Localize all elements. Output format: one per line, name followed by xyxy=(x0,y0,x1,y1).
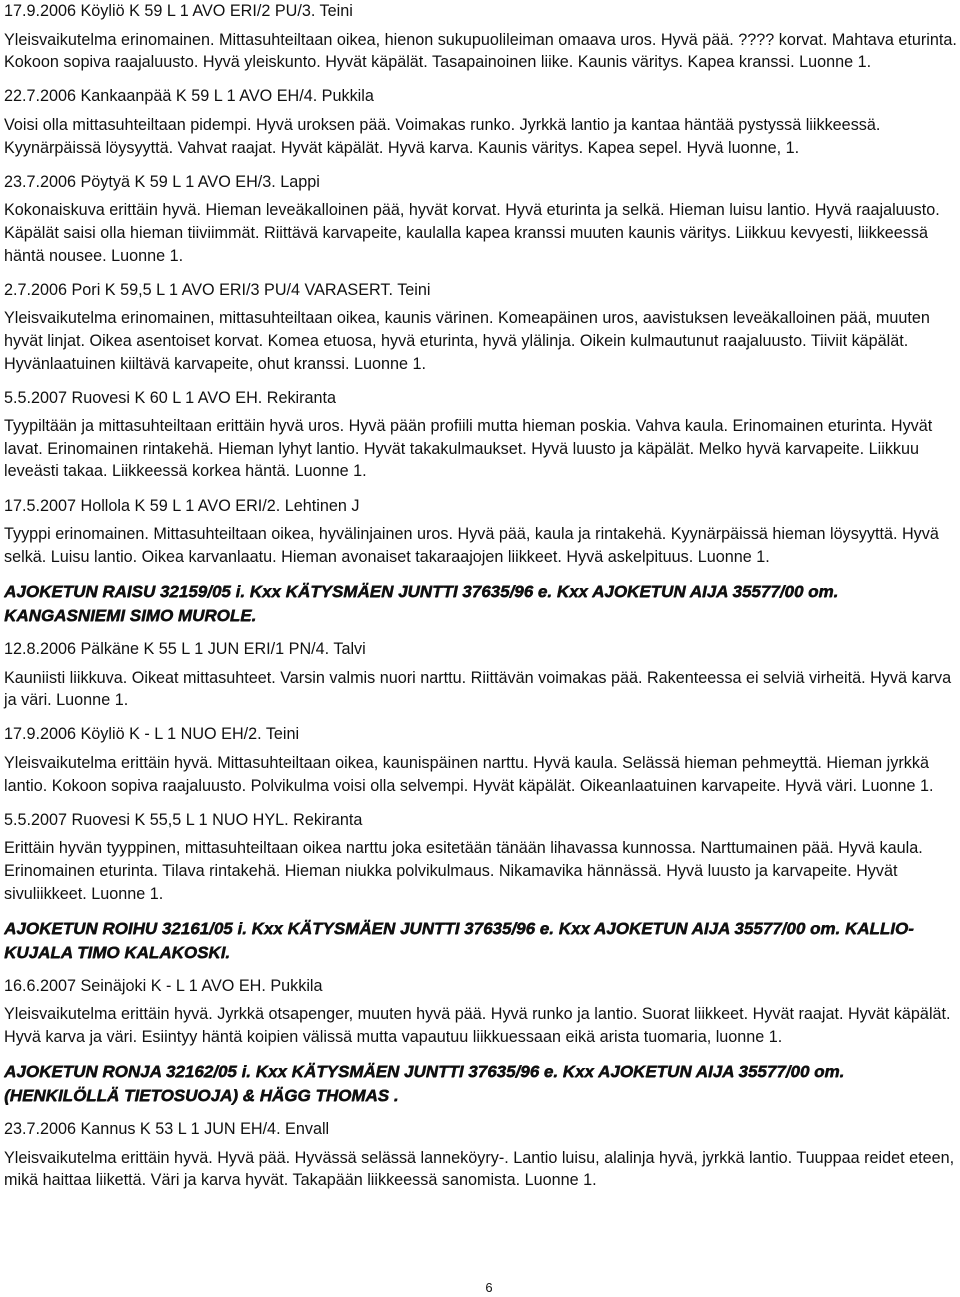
show-entry-heading: 23.7.2006 Kannus K 53 L 1 JUN EH/4. Envall xyxy=(4,1120,330,1139)
show-entry-critique: Kokonaiskuva erittäin hyvä. Hieman leveäkalloinen pää, hyvät korvat. Hyvä eturinta ja selkä. Hieman luisu lantio. Hyvä raajaluusto. Käpälät saisi olla hieman tiiviimmät. Riittävä karvapeite, kaulalla kapea kranssi muuten kaunis väritys. Liikkuu kevyesti, liikkeessä häntä nousee. Luonne 1. xyxy=(4,201,940,265)
show-entry-heading: 16.6.2007 Seinäjoki K - L 1 AVO EH. Pukkila xyxy=(4,976,323,995)
show-entry-heading: 17.9.2006 Köyliö K - L 1 NUO EH/2. Teini xyxy=(4,725,300,744)
show-entry-critique: Yleisvaikutelma erinomainen. Mittasuhteiltaan oikea, hienon sukupuolileiman omaava uros. Hyvä pää. ???? korvat. Mahtava eturinta. Kokoon sopiva raajaluusto. Hyvä yleiskunto. Hyvät käpälät. Tasapainoinen liike. Kaunis väritys. Kapea kranssi. Luonne 1. xyxy=(4,30,957,72)
show-entry xyxy=(4,638,958,712)
show-entry-heading: 23.7.2006 Pöytyä K 59 L 1 AVO EH/3. Lappi xyxy=(4,172,320,191)
show-entry xyxy=(4,975,958,1049)
show-entry-heading: 5.5.2007 Ruovesi K 55,5 L 1 NUO HYL. Rekiranta xyxy=(4,810,363,829)
page-number: 6 xyxy=(485,1280,493,1295)
show-entry-heading: 5.5.2007 Ruovesi K 60 L 1 AVO EH. Rekiranta xyxy=(4,388,337,407)
show-entry-critique: Voisi olla mittasuhteiltaan pidempi. Hyvä uroksen pää. Voimakas runko. Jyrkkä lantio ja kantaa häntää pystyssä liikkeessä. Kyynärpäissä löysyyttä. Vahvat raajat. Hyvät käpälät. Hyvä karva. Kaunis väritys. Kapea sepel. Hyvä luonne, 1. xyxy=(4,115,881,157)
show-entry-critique: Yleisvaikutelma erittäin hyvä. Hyvä pää. Hyvässä selässä lanneköyry-. Lantio luisu, alalinja hyvä, jyrkkä lantio. Tuuppaa reidet eteen, mikä haittaa liikettä. Väri ja karva hyvät. Takapään liikkeessä sanomista. Luonne 1. xyxy=(4,1148,955,1190)
show-entry-heading: 22.7.2006 Kankaanpää K 59 L 1 AVO EH/4. Pukkila xyxy=(4,87,374,106)
show-entry-heading: 17.9.2006 Köyliö K 59 L 1 AVO ERI/2 PU/3. Teini xyxy=(4,2,353,20)
show-entry xyxy=(4,171,958,267)
dog-pedigree-heading: AJOKETUN RONJA 32162/05 i. Kxx KÄTYSMÄEN JUNTTI 37635/96 e. Kxx AJOKETUN AIJA 35577/00 om. (HENKILÖLLÄ TIETOSUOJA) & HÄGG THOMAS . xyxy=(4,1062,845,1106)
dog-pedigree-heading: AJOKETUN ROIHU 32161/05 i. Kxx KÄTYSMÄEN JUNTTI 37635/96 e. Kxx AJOKETUN AIJA 35577/00 om. KALLIO-KUJALA TIMO KALAKOSKI. xyxy=(4,918,914,962)
show-entry xyxy=(4,85,958,159)
show-entry-critique: Tyyppi erinomainen. Mittasuhteiltaan oikea, hyvälinjainen uros. Hyvä pää, kaula ja rintakehä. Kyynärpäissä hieman löysyyttä. Hyvä selkä. Luisu lantio. Oikea karvanlaatu. Hieman avonaiset takaraajojen liikkeet. Hyvä askelpituus. Luonne 1. xyxy=(4,525,939,566)
show-entry xyxy=(4,279,958,375)
show-entry xyxy=(4,495,958,569)
show-entry-heading: 12.8.2006 Pälkäne K 55 L 1 JUN ERI/1 PN/4. Talvi xyxy=(4,640,366,659)
show-entry-critique: Yleisvaikutelma erittäin hyvä. Jyrkkä otsapenger, muuten hyvä pää. Hyvä runko ja lantio. Suorat liikkeet. Hyvät raajat. Hyvät käpälät. Hyvä karva ja väri. Esiintyy häntä koipien välissä mutta vapautuu liikkuessaan eikä arista tuomaria, luonne 1. xyxy=(4,1005,951,1046)
show-entry xyxy=(4,387,958,483)
show-entry-critique: Kauniisti liikkuva. Oikeat mittasuhteet. Varsin valmis nuori narttu. Riittävän voimakas pää. Rakenteessa ei selviä virheitä. Hyvä karva ja väri. Luonne 1. xyxy=(4,668,952,710)
show-entry-critique: Tyypiltään ja mittasuhteiltaan erittäin hyvä uros. Hyvä pään profiili mutta hieman poskia. Vahva kaula. Erinomainen eturinta. Hyvät lavat. Erinomainen rintakehä. Hieman lyhyt lantio. Hyvät takakulmaukset. Hyvä luusto ja käpälät. Melko hyvä karvapeite. Liikkuu leveästi takaa. Liikkeessä korkea häntä. Luonne 1. xyxy=(4,417,933,481)
document-body xyxy=(4,0,958,1204)
show-entry xyxy=(4,0,958,74)
dog-pedigree-heading: AJOKETUN RAISU 32159/05 i. Kxx KÄTYSMÄEN JUNTTI 37635/96 e. Kxx AJOKETUN AIJA 35577/00 om. KANGASNIEMI SIMO MUROLE. xyxy=(4,582,839,626)
show-entry-critique: Erittäin hyvän tyyppinen, mittasuhteiltaan oikea narttu joka esitetään tänään lihavassa kunnossa. Narttumainen pää. Hyvä kaula. Erinomainen eturinta. Tilava rintakehä. Hieman niukka polvikulmaus. Nikamavika hännässä. Hyvä luusto ja karvapeite. Hyvät sivuliikkeet. Luonne 1. xyxy=(4,839,923,903)
show-entry xyxy=(4,723,958,797)
show-entry-heading: 17.5.2007 Hollola K 59 L 1 AVO ERI/2. Lehtinen J xyxy=(4,496,360,515)
show-entry-critique: Yleisvaikutelma erittäin hyvä. Mittasuhteiltaan oikea, kaunispäinen narttu. Hyvä kaula. Selässä hieman pehmeyttä. Hieman jyrkkä lantio. Kokoon sopiva raajaluusto. Polvikulma voisi olla selvempi. Hyvät käpälät. Oikeanlaatuinen karvapeite. Hyvä väri. Luonne 1. xyxy=(4,754,934,795)
show-entry-heading: 2.7.2006 Pori K 59,5 L 1 AVO ERI/3 PU/4 VARASERT. Teini xyxy=(4,280,431,299)
show-entry xyxy=(4,809,958,905)
show-entry-critique: Yleisvaikutelma erinomainen, mittasuhteiltaan oikea, kaunis värinen. Komeapäinen uros, aavistuksen leveäkalloinen pää, muuten hyvät linjat. Oikea asentoiset korvat. Komea etuosa, hyvä eturinta, hyvä ylälinja. Oikein kulmautunut raajaluusto. Tiiviit käpälät. Hyvänlaatuinen kiiltävä karvapeite, ohut kranssi. Luonne 1. xyxy=(4,309,930,373)
show-entry xyxy=(4,1118,958,1192)
